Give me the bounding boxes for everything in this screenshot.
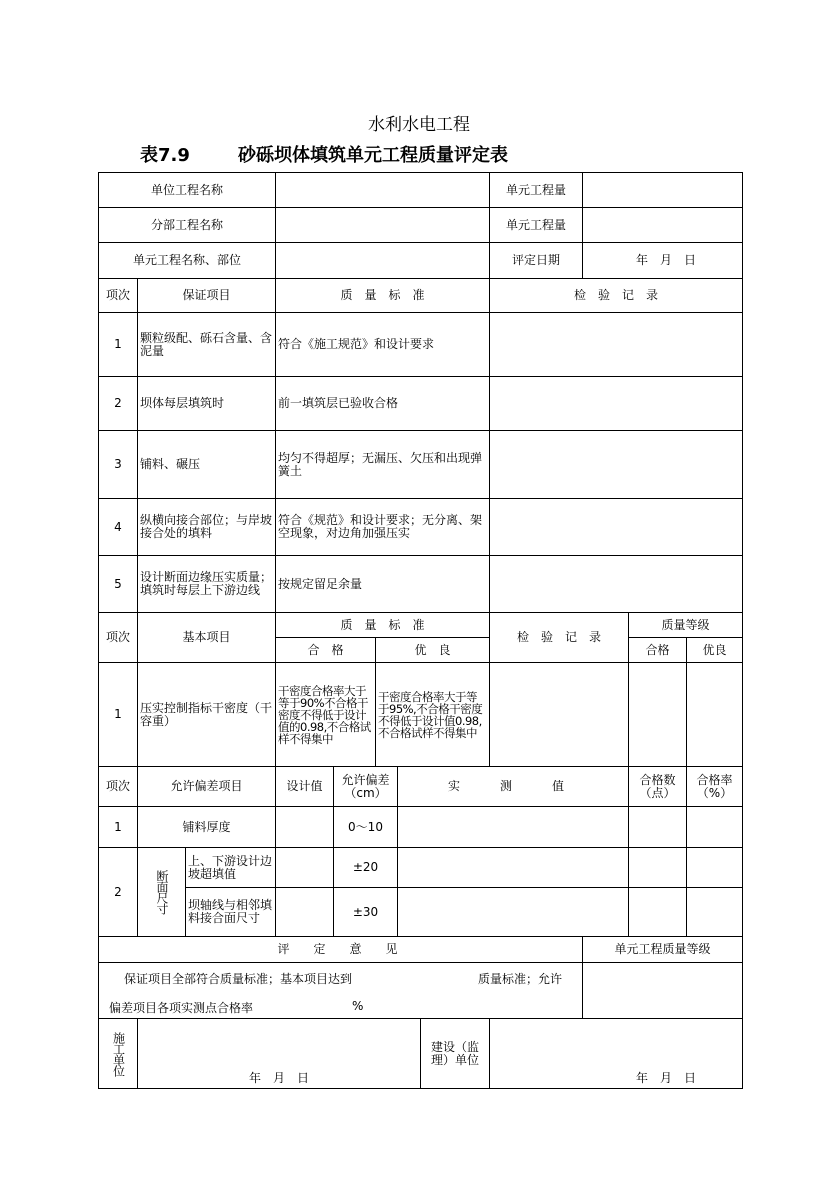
guarantee-item: 纵横向接合部位；与岸坡接合处的填料 bbox=[137, 498, 276, 556]
inspection-record-field[interactable] bbox=[489, 555, 743, 613]
element-qty-field[interactable] bbox=[582, 172, 743, 208]
col-good: 优 良 bbox=[375, 637, 490, 663]
measured-value-field[interactable] bbox=[397, 887, 629, 937]
evaluation-line2a: 偏差项目各项实测点合格率 bbox=[109, 1001, 254, 1015]
evaluation-line1a: 保证项目全部符合质量标准；基本项目达到 bbox=[124, 972, 353, 986]
row-no: 1 bbox=[98, 312, 138, 377]
col-no: 项次 bbox=[98, 278, 138, 313]
tolerance-subitem: 坝轴线与相邻填料接合面尺寸 bbox=[185, 887, 276, 937]
label-element-name: 单元工程名称、部位 bbox=[98, 242, 276, 279]
design-value-field[interactable] bbox=[275, 847, 334, 888]
row-no: 1 bbox=[98, 806, 138, 848]
unit-project-field[interactable] bbox=[275, 172, 490, 208]
document-subtitle: 水利水电工程 bbox=[368, 115, 470, 135]
inspection-record-field[interactable] bbox=[489, 498, 743, 556]
col-design-value: 设计值 bbox=[275, 766, 334, 807]
design-value-field[interactable] bbox=[275, 806, 334, 848]
col-measured-value: 实 测 值 bbox=[397, 766, 629, 807]
basic-item: 压实控制指标干密度（干容重） bbox=[137, 662, 276, 767]
guarantee-item: 铺料、碾压 bbox=[137, 430, 276, 499]
col-grade-good: 优良 bbox=[686, 637, 743, 663]
col-basic-item: 基本项目 bbox=[137, 612, 276, 663]
inspection-record-field[interactable] bbox=[489, 662, 629, 767]
col-quality-grade: 质量等级 bbox=[628, 612, 743, 638]
sub-project-field[interactable] bbox=[275, 207, 490, 243]
allowed-deviation: ±20 bbox=[333, 847, 398, 888]
label-eval-date: 评定日期 bbox=[489, 242, 583, 279]
guarantee-standard: 均匀不得超厚；无漏压、欠压和出现弹簧土 bbox=[275, 430, 490, 499]
col-quality-standard: 质 量 标 准 bbox=[275, 612, 490, 638]
label-unit-project: 单位工程名称 bbox=[98, 172, 276, 208]
element-name-field[interactable] bbox=[275, 242, 490, 279]
col-quality-standard: 质 量 标 准 bbox=[275, 278, 490, 313]
guarantee-item: 设计断面边缘压实质量；填筑时每层上下游边线 bbox=[137, 555, 276, 613]
grade-pass-field[interactable] bbox=[628, 662, 687, 767]
col-tolerance-item: 允许偏差项目 bbox=[137, 766, 276, 807]
owner-date[interactable]: 年 月 日 bbox=[489, 1018, 743, 1089]
section-size-group: 断面尺寸 bbox=[137, 847, 186, 937]
tolerance-subitem: 上、下游设计边坡超填值 bbox=[185, 847, 276, 888]
col-grade-pass: 合格 bbox=[628, 637, 687, 663]
inspection-record-field[interactable] bbox=[489, 376, 743, 431]
guarantee-standard: 前一填筑层已验收合格 bbox=[275, 376, 490, 431]
evaluation-title: 评 定 意 见 bbox=[98, 936, 583, 963]
inspection-record-field[interactable] bbox=[489, 430, 743, 499]
good-standard: 干密度合格率大于等于95%,不合格干密度不得低于设计值0.98,不合格试样不得集中 bbox=[375, 662, 490, 767]
table-number: 表7.9 bbox=[140, 145, 190, 166]
row-no: 2 bbox=[98, 847, 138, 937]
row-no: 2 bbox=[98, 376, 138, 431]
pass-rate-field[interactable] bbox=[686, 887, 743, 937]
pass-count-field[interactable] bbox=[628, 847, 687, 888]
evaluation-line1b: 质量标准；允许 bbox=[478, 972, 563, 986]
pass-standard: 干密度合格率大于等于90%不合格干密度不得低于设计值的0.98,不合格试样不得集中 bbox=[275, 662, 376, 767]
element-grade-title: 单元工程质量等级 bbox=[582, 936, 743, 963]
label-sub-project: 分部工程名称 bbox=[98, 207, 276, 243]
pass-rate-field[interactable] bbox=[686, 806, 743, 848]
inspection-record-field[interactable] bbox=[489, 312, 743, 377]
col-no: 项次 bbox=[98, 612, 138, 663]
row-no: 3 bbox=[98, 430, 138, 499]
allowed-deviation: ±30 bbox=[333, 887, 398, 937]
pass-count-field[interactable] bbox=[628, 806, 687, 848]
col-no: 项次 bbox=[98, 766, 138, 807]
row-no: 4 bbox=[98, 498, 138, 556]
guarantee-standard: 符合《施工规范》和设计要求 bbox=[275, 312, 490, 377]
guarantee-item: 坝体每层填筑时 bbox=[137, 376, 276, 431]
guarantee-standard: 符合《规范》和设计要求；无分离、架空现象，对边角加强压实 bbox=[275, 498, 490, 556]
row-no: 1 bbox=[98, 662, 138, 767]
measured-value-field[interactable] bbox=[397, 847, 629, 888]
pass-rate-field[interactable] bbox=[686, 847, 743, 888]
element-qty-field-2[interactable] bbox=[582, 207, 743, 243]
element-grade-field[interactable] bbox=[582, 962, 743, 1019]
pass-count-field[interactable] bbox=[628, 887, 687, 937]
row-no: 5 bbox=[98, 555, 138, 613]
col-inspection-record: 检 验 记 录 bbox=[489, 278, 743, 313]
col-inspection-record: 检 验 记 录 bbox=[489, 612, 629, 663]
owner-label: 建设（监理）单位 bbox=[420, 1018, 490, 1089]
measured-value-field[interactable] bbox=[397, 806, 629, 848]
allowed-deviation: 0～10 bbox=[333, 806, 398, 848]
guarantee-standard: 按规定留足余量 bbox=[275, 555, 490, 613]
design-value-field[interactable] bbox=[275, 887, 334, 937]
col-pass: 合 格 bbox=[275, 637, 376, 663]
col-pass-count: 合格数（点） bbox=[628, 766, 687, 807]
eval-date-field[interactable]: 年 月 日 bbox=[582, 242, 743, 279]
label-element-qty-2: 单元工程量 bbox=[489, 207, 583, 243]
col-allowed-deviation: 允许偏差（cm） bbox=[333, 766, 398, 807]
tolerance-item: 铺料厚度 bbox=[137, 806, 276, 848]
guarantee-item: 颗粒级配、砾石含量、含泥量 bbox=[137, 312, 276, 377]
evaluation-line2b: % bbox=[352, 999, 364, 1013]
col-guarantee-item: 保证项目 bbox=[137, 278, 276, 313]
constructor-label: 施工单位 bbox=[98, 1018, 138, 1089]
col-pass-rate: 合格率（%） bbox=[686, 766, 743, 807]
document-title: 砂砾坝体填筑单元工程质量评定表 bbox=[238, 145, 508, 166]
label-element-qty: 单元工程量 bbox=[489, 172, 583, 208]
constructor-date[interactable]: 年 月 日 bbox=[137, 1018, 421, 1089]
grade-good-field[interactable] bbox=[686, 662, 743, 767]
